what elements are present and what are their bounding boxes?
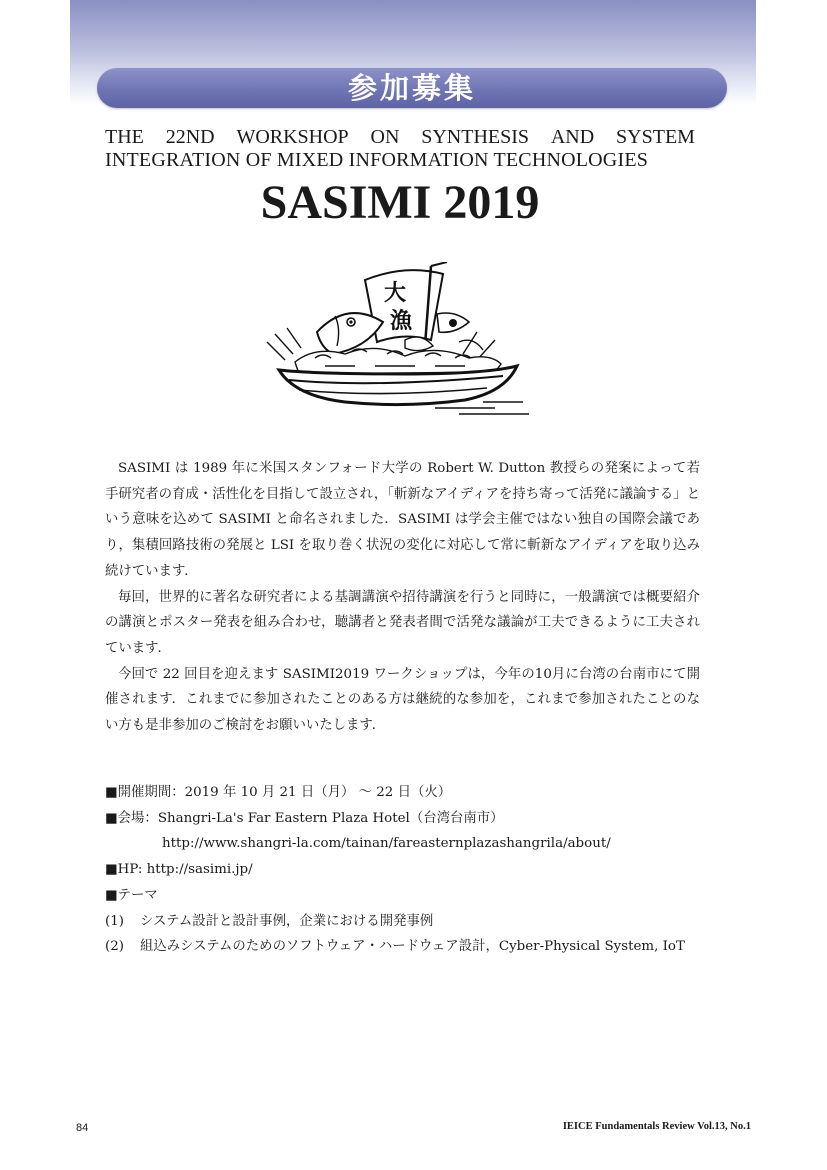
homepage-link[interactable]: ■HP: http://sasimi.jp/ (105, 862, 253, 878)
theme-number: (2) (105, 939, 124, 955)
title-word: SYSTEM (616, 126, 695, 148)
event-venue: ■会場：Shangri-La's Far Eastern Plaza Hotel（台湾台南市） (105, 810, 504, 826)
theme-heading: ■テーマ (105, 887, 158, 903)
page-number: 84 (76, 1122, 89, 1134)
theme-text: 組込みシステムのためのソフトウェア・ハードウェア設計，Cyber-Physical System, IoT (140, 939, 685, 955)
theme-item (105, 909, 745, 935)
theme-item (105, 934, 745, 960)
treasure-boat-illustration (255, 262, 545, 420)
theme-number: (1) (105, 913, 124, 929)
event-dates: ■開催期間：2019 年 10 月 21 日（月） ～ 22 日（火） (105, 785, 452, 800)
title-word: 22ND (165, 126, 215, 148)
title-word: WORKSHOP (236, 126, 349, 148)
event-details (105, 780, 745, 960)
title-word: THE (105, 126, 144, 148)
workshop-full-title (105, 126, 695, 172)
sail-character: 大 (383, 281, 407, 306)
theme-text: システム設計と設計事例，企業における開発事例 (140, 913, 434, 929)
paragraph: 毎回，世界的に著名な研究者による基調講演や招待講演を行うと同時に，一般講演では概要紹介の講演とポスター発表を組み合わせ，聴講者と発表者間で活発な議論が工夫できるように工夫されています． (105, 589, 700, 656)
title-word: AND (550, 126, 595, 148)
introduction-text (105, 456, 700, 739)
page-title: SASIMI 2019 (260, 176, 540, 229)
sail-character: 漁 (389, 309, 413, 334)
banner-title: 参加募集 (97, 68, 727, 108)
title-word: SYNTHESIS (421, 126, 530, 148)
workshop-title-line-1 (105, 126, 695, 149)
workshop-title-line-2: INTEGRATION OF MIXED INFORMATION TECHNOLOGIES (105, 149, 649, 171)
journal-footer: IEICE Fundamentals Review Vol.13, No.1 (562, 1121, 751, 1132)
title-word: ON (370, 126, 400, 148)
venue-url-link[interactable]: http://www.shangri-la.com/tainan/fareasternplazashangrila/about/ (162, 836, 611, 852)
paragraph: SASIMI は 1989 年に米国スタンフォード大学の Robert W. Dutton 教授らの発案によって若手研究者の育成・活性化を目指して設立され，「斬新なアイディアを持ち寄って活発に議論する」という意味を込めて SASIMI と命名されました．SASIMI は学会主催ではない独自の国際会議であり，集積回路技術の発展と LSI を取り巻く状況の変化に対応して常に斬新なアイディアを取り込み続けています． (105, 461, 700, 579)
paragraph: 今回で 22 回目を迎えます SASIMI2019 ワークショップは，今年の10月に台湾の台南市にて開催されます．これまでに参加されたことのある方は継続的な参加を，これまで参加されたことのない方も是非参加のご検討をお願いいたします． (105, 666, 700, 734)
